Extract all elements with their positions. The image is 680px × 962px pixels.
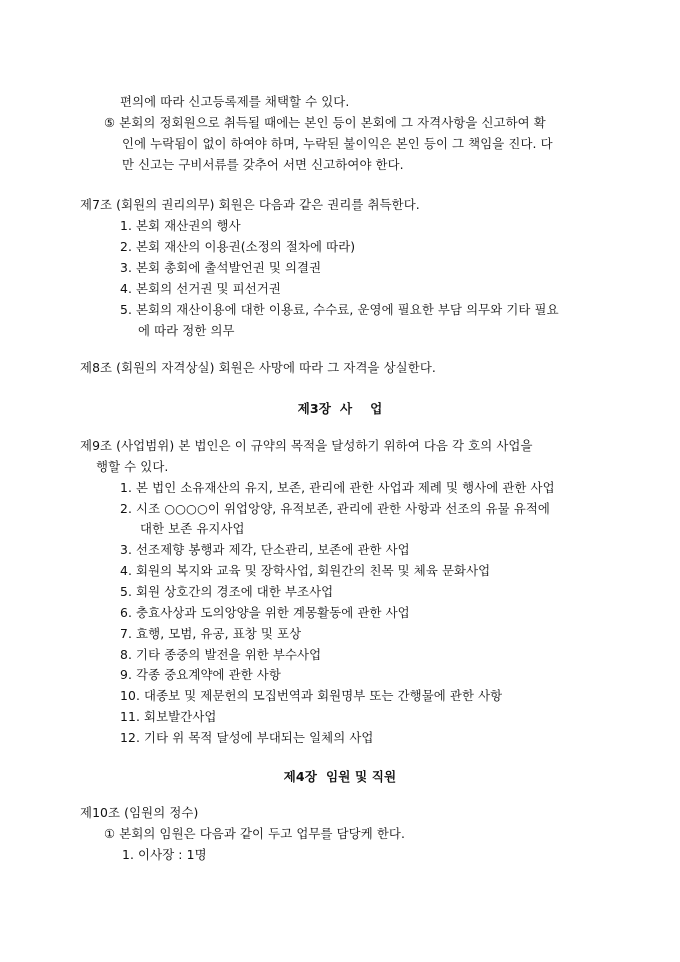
article-9-item: 8. 기타 종중의 발전을 위한 부수사업 (120, 647, 322, 662)
article-9-item-continuation: 대한 보존 유지사업 (140, 521, 245, 536)
article-9-item: 11. 회보발간사업 (120, 709, 217, 724)
article-9-item: 12. 기타 위 목적 달성에 부대되는 일체의 사업 (120, 730, 374, 745)
article-7-item-continuation: 에 따라 정한 의무 (138, 323, 235, 338)
article-10-clause-1: ① 본회의 임원은 다음과 같이 두고 업무를 담당케 한다. (104, 826, 406, 841)
article-9-item: 9. 각종 중요계약에 관한 사항 (120, 667, 281, 682)
article-9-item: 6. 충효사상과 도의앙양을 위한 계몽활동에 관한 사업 (120, 605, 410, 620)
article-7-item: 3. 본회 총회에 출석발언권 및 의결권 (120, 260, 322, 275)
article-9-item: 10. 대종보 및 제문헌의 모집번역과 회원명부 또는 간행물에 관한 사항 (120, 688, 503, 703)
article-7-item: 2. 본회 재산의 이용권(소정의 절차에 따라) (120, 239, 356, 254)
chapter-3-heading: 제3장 사 업 (297, 401, 383, 416)
article-7-item: 4. 본회의 선거권 및 피선거권 (120, 281, 281, 296)
intro-line: 편의에 따라 신고등록제를 채택할 수 있다. (120, 94, 350, 109)
clause-5-line-1: ⑤ 본회의 정회원으로 취득될 때에는 본인 등이 본회에 그 자격사항을 신고하여 확 (104, 115, 546, 130)
article-9-item: 2. 시조 ○○○○이 위업앙양, 유적보존, 관리에 관한 사항과 선조의 유물 유적에 (120, 501, 551, 516)
article-10-item: 1. 이사장 : 1명 (122, 847, 207, 862)
article-9-item: 1. 본 법인 소유재산의 유지, 보존, 관리에 관한 사업과 제례 및 행사에 관한 사업 (120, 480, 555, 495)
clause-5-line-3: 만 신고는 구비서류를 갖추어 서면 신고하여야 한다. (122, 157, 404, 172)
article-9-item: 4. 회원의 복지와 교육 및 장학사업, 회원간의 친목 및 체육 문화사업 (120, 563, 491, 578)
article-9-item: 7. 효행, 모범, 유공, 표창 및 포상 (120, 626, 302, 641)
article-9-item: 3. 선조제향 봉행과 제각, 단소관리, 보존에 관한 사업 (120, 542, 410, 557)
article-9-title-line-2: 행할 수 있다. (96, 459, 169, 474)
article-9-item: 5. 회원 상호간의 경조에 대한 부조사업 (120, 584, 334, 599)
article-7-title: 제7조 (회원의 권리의무) 회원은 다음과 같은 권리를 취득한다. (80, 197, 420, 212)
article-10-title: 제10조 (임원의 정수) (80, 805, 199, 820)
article-7-item: 1. 본회 재산권의 행사 (120, 218, 241, 233)
clause-5-line-2: 인에 누락됨이 없이 하여야 하며, 누락된 불이익은 본인 등이 그 책임을 진다. 다 (122, 136, 553, 151)
article-8-title: 제8조 (회원의 자격상실) 회원은 사망에 따라 그 자격을 상실한다. (80, 360, 436, 375)
article-9-title-line-1: 제9조 (사업범위) 본 법인은 이 규약의 목적을 달성하기 위하여 다음 각 호의 사업을 (80, 438, 533, 453)
article-7-item: 5. 본회의 재산이용에 대한 이용료, 수수료, 운영에 필요한 부담 의무와 기타 필요 (120, 302, 559, 317)
chapter-4-heading: 제4장 임원 및 직원 (283, 769, 397, 784)
